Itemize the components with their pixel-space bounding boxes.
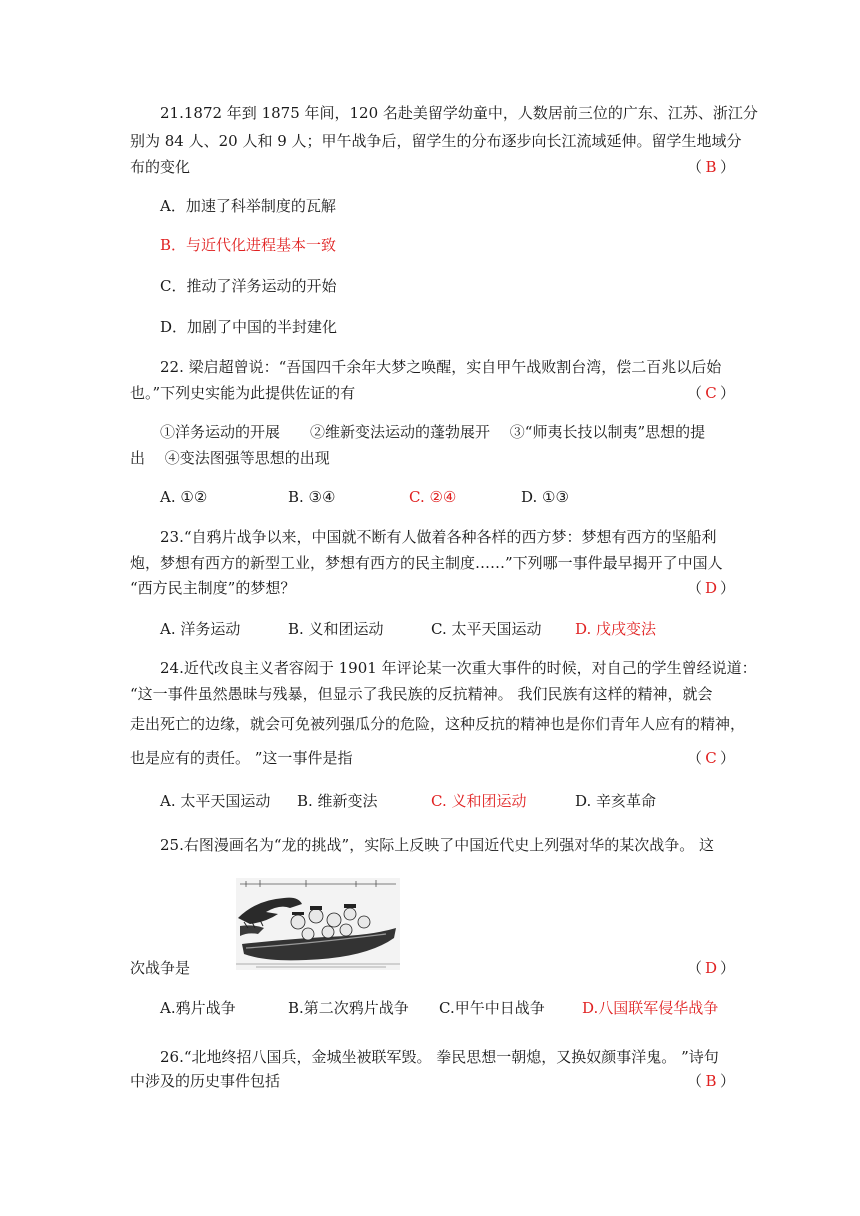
q23-line-1: 23.“自鸦片战争以来，中国就不断有人做着各种各样的西方梦：梦想有西方的坚船利 [160,528,717,546]
q23-option-d: D. 戊戌变法 [575,620,657,638]
paren-close: ） [719,158,735,176]
q25-answer-letter: D [704,959,718,977]
q21-line-1: 21.1872 年到 1875 年间，120 名赴美留学幼童中，人数居前三位的广东、江苏、浙江分 [160,104,758,122]
paren-close: ） [719,1072,735,1090]
q26-line-2: 中涉及的历史事件包括 [130,1072,281,1090]
q23-option-a: A. 洋务运动 [160,620,241,638]
q26-answer-letter: B [705,1072,717,1090]
q21-line-3: 布的变化 [130,158,191,176]
q23-option-c: C. 太平天国运动 [431,620,542,638]
paren-close: ） [719,579,735,597]
q21-answer-letter: B [705,158,717,176]
paren-close: ） [719,749,735,767]
q23-answer-letter: D [704,579,718,597]
q24-answer-letter: C [705,749,717,767]
q23-option-b: B. 义和团运动 [288,620,384,638]
paren-close: ） [719,384,735,402]
q21-option-d: D．加剧了中国的半封建化 [160,318,338,336]
paren-open: （ [687,384,703,402]
q25-option-d: D.八国联军侵华战争 [582,999,719,1017]
q24-line-2: “这一事件虽然愚昧与残暴，但显示了我民族的反抗精神。 我们民族有这样的精神，就会 [130,685,713,703]
q24-option-c: C. 义和团运动 [431,792,527,810]
q25-answer [687,958,735,978]
q25-option-a: A.鸦片战争 [160,999,236,1017]
q25-line-2: 次战争是 [130,959,191,977]
q24-option-d: D. 辛亥革命 [575,792,657,810]
q21-option-c: C．推动了洋务运动的开始 [160,277,337,295]
q24-line-1: 24.近代改良主义者容闳于 1901 年评论某一次重大事件的时候，对自己的学生曾经说道： [160,659,757,677]
q21-option-a: A．加速了科举制度的瓦解 [160,197,336,215]
q24-line-3: 走出死亡的边缘，就会可免被列强瓜分的危险，这种反抗的精神也是你们青年人应有的精神， [130,715,746,733]
paren-open: （ [687,959,703,977]
q25-option-b: B.第二次鸦片战争 [288,999,409,1017]
q23-answer [687,578,735,598]
q22-line-2: 也。”下列史实能为此提供佐证的有 [130,384,356,402]
paren-open: （ [687,579,703,597]
q24-option-b: B. 维新变法 [297,792,378,810]
paren-open: （ [687,749,703,767]
dragon-cartoon-image [236,878,400,970]
q21-line-2: 别为 84 人、20 人和 9 人；甲午战争后，留学生的分布逐步向长江流域延伸。留学生地域分 [130,132,742,150]
q24-option-a: A. 太平天国运动 [160,792,271,810]
q24-line-4: 也是应有的责任。 ”这一事件是指 [130,749,353,767]
q24-answer [687,748,735,768]
q23-line-3: “西方民主制度”的梦想？ [130,579,296,597]
q22-answer [687,383,735,403]
q22-option-d: D. ①③ [521,488,569,506]
q22-item-line-1: ①洋务运动的开展 ②维新变法运动的蓬勃展开 ③“师夷长技以制夷”思想的提 [160,423,706,441]
q21-option-b: B．与近代化进程基本一致 [160,236,337,254]
q25-option-c: C.甲午中日战争 [439,999,545,1017]
q22-option-b: B. ③④ [288,488,336,506]
paren-open: （ [687,158,703,176]
q26-line-1: 26.“北地终招八国兵，金城坐被联军毁。 拳民思想一朝熄，又换奴颜事洋鬼。 ”诗句 [160,1048,719,1066]
q22-item-line-2: 出 ④变法图强等思想的出现 [130,449,330,467]
q21-answer [687,157,735,177]
q22-option-a: A. ①② [160,488,208,506]
q22-option-c: C. ②④ [409,488,457,506]
q23-line-2: 炮，梦想有西方的新型工业，梦想有西方的民主制度……”下列哪一事件最早揭开了中国人 [130,554,723,572]
q26-answer [687,1071,735,1091]
q22-line-1: 22. 梁启超曾说：“吾国四千余年大梦之唤醒，实自甲午战败割台湾，偿二百兆以后始 [160,358,722,376]
paren-open: （ [687,1072,703,1090]
q25-line-1: 25.右图漫画名为“龙的挑战”，实际上反映了中国近代史上列强对华的某次战争。 这 [160,836,714,854]
paren-close: ） [719,959,735,977]
q22-answer-letter: C [705,384,717,402]
